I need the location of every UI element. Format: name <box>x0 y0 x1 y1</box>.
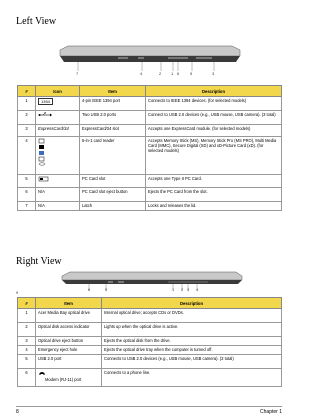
row-num: 4 <box>18 137 36 175</box>
table-row <box>18 175 282 188</box>
row-num: 5 <box>18 175 36 188</box>
callout-4: 4 <box>196 287 199 292</box>
callout-5: 5 <box>105 287 108 292</box>
row-num: 4 <box>18 346 36 355</box>
ieee1394-icon <box>36 97 80 111</box>
row-desc: Lights up when the optical drive is active. <box>102 323 282 337</box>
row-item: Optical disk access indicator <box>36 323 102 337</box>
right-view-table <box>17 297 282 387</box>
callout-7: 7 <box>76 71 79 76</box>
table-row <box>18 97 282 111</box>
row-num: 6 <box>18 188 36 202</box>
row-item: Emergency eject hole <box>36 346 102 355</box>
row-item: 4-pin IEEE 1394 port <box>80 97 146 111</box>
row-num: 6 <box>18 369 36 387</box>
row-item: Two USB 2.0 ports <box>80 111 146 125</box>
row-item: PC Card slot <box>80 175 146 188</box>
col-description: Description <box>146 86 282 97</box>
expresscard-icon-label: ExpressCard/34 <box>38 126 69 132</box>
left-view-table <box>17 85 282 211</box>
row-desc: Ejects the PC Card from the slot. <box>146 188 282 202</box>
ieee1394-icon-label: 1394 <box>38 98 53 105</box>
row-desc: Internal optical drive; accepts CDs or DVDs. <box>102 309 282 323</box>
table-row <box>18 202 282 211</box>
callout-3: 3 <box>187 287 190 292</box>
left-view-title: Left View <box>16 16 57 27</box>
row-num: 2 <box>18 323 36 337</box>
modem-item-cell <box>36 369 102 387</box>
row-desc: Connects to USB 2.0 devices (e.g., USB mouse, USB camera). (3 total) <box>102 355 282 369</box>
pc-card-icon <box>36 175 80 188</box>
table-row <box>18 111 282 125</box>
table-row <box>18 137 282 175</box>
row-item: 5-in-1 card reader <box>80 137 146 175</box>
callout-4: 4 <box>140 71 143 76</box>
right-side-laptop-illustration <box>18 268 282 294</box>
right-view-title: Right View <box>16 256 62 267</box>
row-icon: N/A <box>36 188 80 202</box>
row-item: Latch <box>80 202 146 211</box>
row-desc: Ejects the optical drive tray when the computer is turned off. <box>102 346 282 355</box>
table-row <box>18 188 282 202</box>
row-item: ExpressCard/34 slot <box>80 125 146 137</box>
row-item: USB 2.0 port <box>36 355 102 369</box>
callout-9: 9 <box>16 290 19 295</box>
col-num: # <box>18 86 36 97</box>
row-desc: Ejects the optical disk from the drive. <box>102 337 282 346</box>
row-num: 5 <box>18 355 36 369</box>
callout-2: 2 <box>181 287 184 292</box>
table-row <box>18 337 282 346</box>
col-num: # <box>18 298 36 309</box>
table-header-row <box>18 298 282 309</box>
row-desc: Accepts one ExpressCard module. (for selected models) <box>146 125 282 137</box>
callout-2: 2 <box>159 71 162 76</box>
table-row <box>18 355 282 369</box>
table-row <box>18 323 282 337</box>
table-row <box>18 369 282 387</box>
row-item: Acer Media Bay optical drive <box>36 309 102 323</box>
col-description: Description <box>102 298 282 309</box>
row-desc: Connect to USB 2.0 devices (e.g., USB mouse, USB camera). (3 total) <box>146 111 282 125</box>
row-num: 2 <box>18 111 36 125</box>
footer-divider <box>16 406 282 407</box>
row-desc: Accepts Memory Stick (MS), Memory Stick Pro (MS PRO), Multi Media Card (MMC), Secure Digital (SD) and xD-Picture Card (xD). (for selected models) <box>146 137 282 175</box>
table-row <box>18 125 282 137</box>
col-icon: Icon <box>36 86 80 97</box>
table-row <box>18 309 282 323</box>
col-item: Item <box>80 86 146 97</box>
row-item: Modem (RJ-11) port <box>45 377 82 383</box>
row-num: 1 <box>18 309 36 323</box>
row-icon: N/A <box>36 202 80 211</box>
expresscard-icon <box>36 125 80 137</box>
phone-icon <box>38 370 46 376</box>
row-desc: Accepts one Type II PC Card. <box>146 175 282 188</box>
usb-icon <box>36 111 80 125</box>
callout-5: 5 <box>190 71 193 76</box>
row-desc: Locks and releases the lid. <box>146 202 282 211</box>
callout-6: 6 <box>177 71 180 76</box>
row-item: Optical drive eject button <box>36 337 102 346</box>
row-num: 1 <box>18 97 36 111</box>
row-desc: Connects to a phone line. <box>102 369 282 387</box>
col-item: Item <box>36 298 102 309</box>
row-item: PC Card slot eject button <box>80 188 146 202</box>
page-number: 8 <box>16 409 19 415</box>
chapter-label: Chapter 1 <box>260 409 282 415</box>
callout-3: 3 <box>212 71 215 76</box>
callout-6: 6 <box>88 287 91 292</box>
callout-1: 1 <box>171 71 174 76</box>
row-num: 3 <box>18 125 36 137</box>
row-num: 3 <box>18 337 36 346</box>
card-reader-icons <box>36 137 80 175</box>
table-header-row <box>18 86 282 97</box>
table-row <box>18 346 282 355</box>
callout-1: 1 <box>172 287 175 292</box>
row-desc: Connects to IEEE 1394 devices. (for selected models) <box>146 97 282 111</box>
row-num: 7 <box>18 202 36 211</box>
left-side-laptop-illustration <box>18 38 282 78</box>
